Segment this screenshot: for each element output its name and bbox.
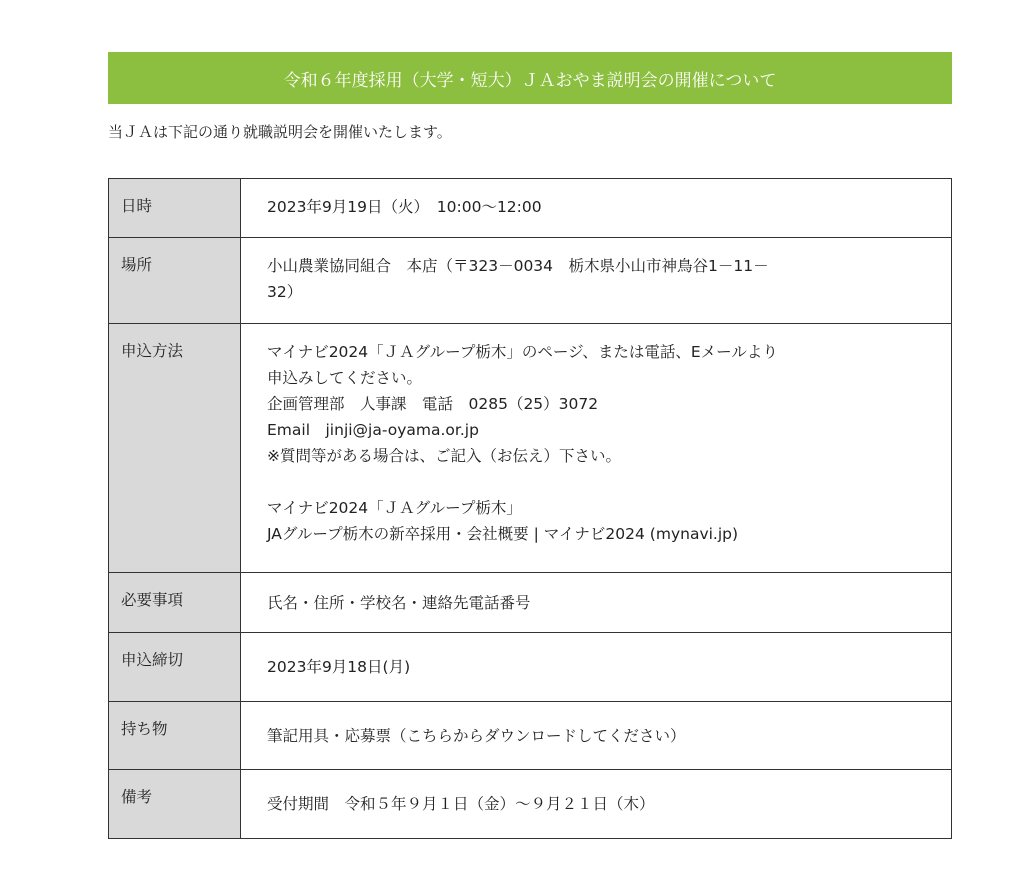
download-link[interactable]: 筆記用具・応募票（こちらからダウンロードしてください） xyxy=(267,726,686,745)
page-title-banner xyxy=(108,52,952,104)
value-line: ※質問等がある場合は、ご記入（お伝え）下さい。 xyxy=(267,447,621,465)
table-row-remarks xyxy=(109,770,952,839)
row-label: 必要事項 xyxy=(109,573,241,633)
value-line: 受付期間 令和５年９月１日（金）～９月２１日（木） xyxy=(267,795,655,813)
row-label: 申込締切 xyxy=(109,633,241,702)
info-table xyxy=(108,178,952,839)
row-value xyxy=(241,179,952,238)
page-title: 令和６年度採用（大学・短大）ＪＡおやま説明会の開催について xyxy=(283,70,777,91)
row-label: 備考 xyxy=(109,770,241,839)
row-value xyxy=(241,324,952,573)
value-line: 氏名・住所・学校名・連絡先電話番号 xyxy=(267,593,531,612)
row-label: 申込方法 xyxy=(109,324,241,573)
value-line: 企画管理部 人事課 電話 0285（25）3072 xyxy=(267,395,599,413)
mynavi-link[interactable]: マイナビ2024「ＪＡグループ栃木」 xyxy=(267,499,522,517)
table-row-datetime xyxy=(109,179,952,238)
row-value xyxy=(241,702,952,770)
value-line: 申込みしてください。 xyxy=(267,369,423,387)
value-line: Email jinji@ja-oyama.or.jp xyxy=(267,421,479,439)
row-value xyxy=(241,633,952,702)
row-value xyxy=(241,238,952,324)
intro-text: 当ＪＡは下記の通り就職説明会を開催いたします。 xyxy=(108,123,452,141)
value-line: マイナビ2024「ＪＡグループ栃木」のページ、または電話、Eメールより xyxy=(267,343,778,361)
table-row-place xyxy=(109,238,952,324)
value-line: 小山農業協同組合 本店（〒323－0034 栃木県小山市神鳥谷1－11－ xyxy=(267,257,769,275)
value-line: 2023年9月19日（火） 10:00～12:00 xyxy=(267,198,542,216)
blank-line xyxy=(267,469,929,495)
table-row-deadline xyxy=(109,633,952,702)
row-value xyxy=(241,573,952,633)
table-row-required-items xyxy=(109,573,952,633)
value-line: 32） xyxy=(267,283,303,301)
table-row-application xyxy=(109,324,952,573)
row-label: 場所 xyxy=(109,238,241,324)
mynavi-page-link[interactable]: JAグループ栃木の新卒採用・会社概要 | マイナビ2024 (mynavi.jp) xyxy=(267,525,739,543)
row-value xyxy=(241,770,952,839)
row-label: 持ち物 xyxy=(109,702,241,770)
row-label: 日時 xyxy=(109,179,241,238)
value-line: 2023年9月18日(月) xyxy=(267,658,411,676)
table-row-belongings xyxy=(109,702,952,770)
